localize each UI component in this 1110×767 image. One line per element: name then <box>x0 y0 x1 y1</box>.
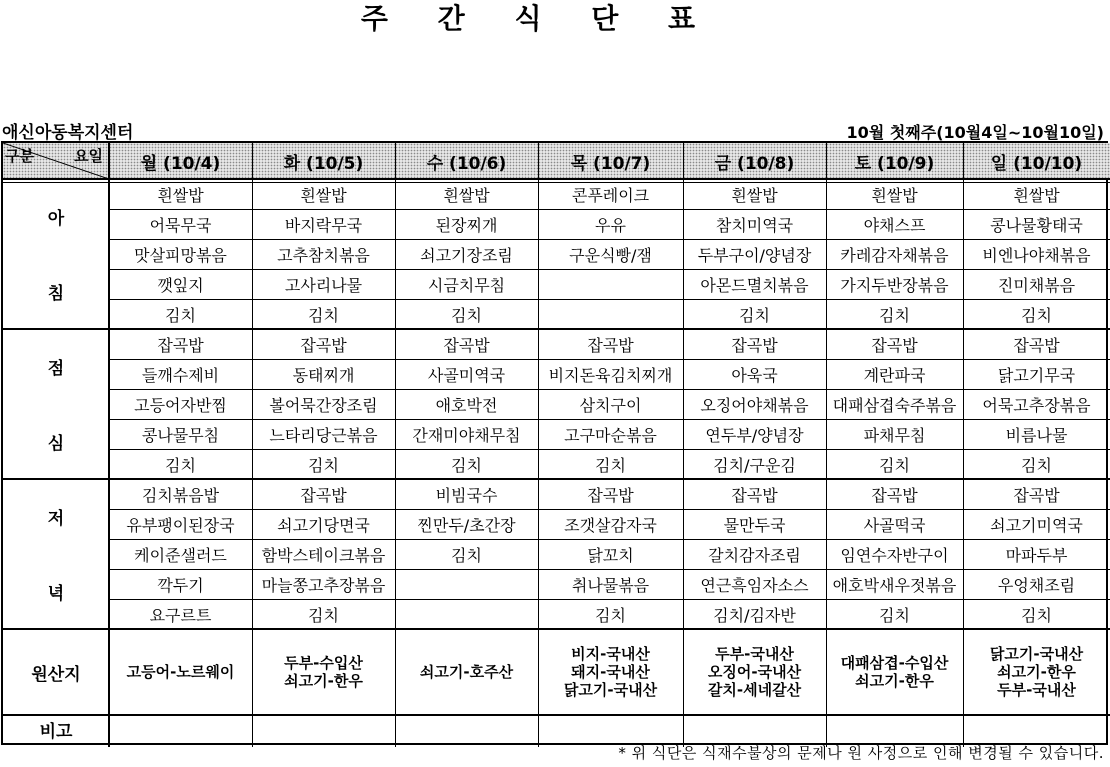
menu-item: 잡곡밥 <box>1013 335 1060 355</box>
column-divider <box>252 143 253 747</box>
menu-item: 김치볶음밥 <box>141 485 220 505</box>
menu-item: 김치 <box>451 305 482 325</box>
menu-item: 우엉채조림 <box>997 575 1076 595</box>
row-divider <box>109 359 1110 360</box>
menu-item: 마파두부 <box>1005 545 1068 565</box>
menu-item: 김치 <box>451 545 482 565</box>
menu-item: 느타리당근볶음 <box>269 425 378 445</box>
menu-item: 케이준샐러드 <box>134 545 227 565</box>
menu-item <box>395 569 538 599</box>
menu-item: 사골떡국 <box>863 515 926 535</box>
menu-item: 비빔국수 <box>435 485 498 505</box>
row-divider <box>109 269 1110 270</box>
menu-item: 고등어자반찜 <box>134 395 227 415</box>
menu-item: 김치 <box>165 455 196 475</box>
menu-item: 흰쌀밥 <box>300 185 347 205</box>
origin-info: 두부-국내산 오징어-국내산 갈치-세네갈산 <box>707 645 802 699</box>
menu-item: 찐만두/초간장 <box>417 515 516 535</box>
menu-item: 흰쌀밥 <box>1013 185 1060 205</box>
menu-item: 김치 <box>1021 605 1052 625</box>
menu-item: 구운식빵/잼 <box>569 245 652 265</box>
day-header: 화 (10/5) <box>252 143 395 179</box>
week-range: 10월 첫째주(10월4일~10월10일) <box>846 123 1104 142</box>
menu-item: 고추참치볶음 <box>277 245 370 265</box>
menu-item: 김치 <box>739 305 770 325</box>
meal-label <box>3 329 109 479</box>
menu-item: 진미채볶음 <box>997 275 1076 295</box>
menu-item: 조갯살감자국 <box>564 515 657 535</box>
menu-item: 동태찌개 <box>292 365 355 385</box>
menu-item <box>538 299 683 329</box>
menu-item: 잡곡밥 <box>300 335 347 355</box>
menu-item: 시금치무침 <box>427 275 506 295</box>
menu-item: 잡곡밥 <box>157 335 204 355</box>
organization-name: 애신아동복지센터 <box>2 123 134 143</box>
menu-item: 사골미역국 <box>427 365 506 385</box>
remarks-cell <box>963 715 1110 743</box>
row-divider <box>109 449 1110 450</box>
menu-item: 어묵무국 <box>149 215 212 235</box>
meal-label <box>3 179 109 329</box>
corner-category-label: 구분 <box>5 147 34 165</box>
menu-item: 마늘쫑고추장볶음 <box>261 575 386 595</box>
menu-item: 콩나물황태국 <box>990 215 1083 235</box>
menu-item: 갈치감자조림 <box>708 545 801 565</box>
menu-item: 물만두국 <box>723 515 786 535</box>
menu-item: 비엔나야채볶음 <box>982 245 1091 265</box>
menu-item: 계란파국 <box>863 365 926 385</box>
menu-item <box>538 269 683 299</box>
menu-item: 김치 <box>595 455 626 475</box>
menu-item: 김치/김자반 <box>713 605 796 625</box>
row-divider <box>3 714 1110 716</box>
meal-label-bottom: 침 <box>47 284 65 304</box>
menu-item: 비름나물 <box>1005 425 1068 445</box>
menu-item: 임연수자반구이 <box>840 545 949 565</box>
menu-item: 김치 <box>308 455 339 475</box>
menu-item: 김치 <box>308 605 339 625</box>
row-divider <box>3 328 1110 330</box>
menu-item: 닭꼬치 <box>587 545 634 565</box>
menu-item: 깻잎지 <box>157 275 204 295</box>
column-divider <box>963 143 964 747</box>
row-divider <box>3 178 1110 180</box>
day-header: 목 (10/7) <box>538 143 683 179</box>
remarks-cell <box>252 715 395 743</box>
corner-day-label: 요일 <box>74 147 103 165</box>
menu-item: 흰쌀밥 <box>731 185 778 205</box>
menu-item: 참치미역국 <box>715 215 794 235</box>
meal-label-top: 아 <box>47 209 65 229</box>
menu-item: 연근흑임자소스 <box>700 575 809 595</box>
meal-label-bottom: 심 <box>47 434 65 454</box>
meal-label <box>3 479 109 629</box>
row-divider <box>109 419 1110 420</box>
remarks-cell <box>826 715 963 743</box>
menu-item: 잡곡밥 <box>731 485 778 505</box>
row-divider <box>3 478 1110 480</box>
menu-item: 흰쌀밥 <box>871 185 918 205</box>
menu-item: 바지락무국 <box>284 215 363 235</box>
menu-item: 간재미야채무침 <box>412 425 521 445</box>
menu-item: 쇠고기장조림 <box>420 245 513 265</box>
origin-info: 비지-국내산 돼지-국내산 닭고기-국내산 <box>563 645 658 699</box>
menu-item: 쇠고기미역국 <box>990 515 1083 535</box>
menu-item: 아욱국 <box>731 365 778 385</box>
menu-item: 어묵고추장볶음 <box>982 395 1091 415</box>
corner-diagonal <box>3 143 109 179</box>
menu-item: 우유 <box>595 215 626 235</box>
menu-item: 대패삼겹숙주볶음 <box>832 395 957 415</box>
menu-item: 두부구이/양념장 <box>697 245 812 265</box>
menu-item: 오징어야채볶음 <box>700 395 809 415</box>
menu-item: 맛살피망볶음 <box>134 245 227 265</box>
menu-item: 잡곡밥 <box>731 335 778 355</box>
origin-info: 닭고기-국내산 쇠고기-한우 두부-국내산 <box>989 645 1084 699</box>
menu-item: 김치 <box>879 605 910 625</box>
menu-item: 아몬드멸치볶음 <box>700 275 809 295</box>
origin-info: 고등어-노르웨이 <box>126 663 235 681</box>
menu-item: 잡곡밥 <box>443 335 490 355</box>
menu-item: 김치 <box>1021 305 1052 325</box>
meal-label-top: 저 <box>47 509 65 529</box>
page-title: 주 간 식 단 표 <box>360 2 716 35</box>
menu-item: 가지두반장볶음 <box>840 275 949 295</box>
menu-item: 잡곡밥 <box>587 335 634 355</box>
weekly-menu-table <box>1 141 1108 745</box>
row-divider <box>3 628 1110 630</box>
day-header: 일 (10/10) <box>963 143 1110 179</box>
menu-item: 잡곡밥 <box>871 335 918 355</box>
menu-item: 콘푸레이크 <box>571 185 650 205</box>
menu-item: 김치 <box>165 305 196 325</box>
column-divider <box>395 143 396 747</box>
origin-label: 원산지 <box>31 664 81 685</box>
menu-item: 콩나물무침 <box>141 425 220 445</box>
row-divider <box>109 539 1110 540</box>
menu-item: 카레감자채볶음 <box>840 245 949 265</box>
menu-item: 애호박전 <box>435 395 498 415</box>
column-divider <box>683 143 684 747</box>
row-divider <box>109 599 1110 600</box>
origin-info: 두부-수입산 쇠고기-한우 <box>284 654 363 690</box>
menu-item: 된장찌개 <box>435 215 498 235</box>
column-divider <box>538 143 539 747</box>
header-double-line <box>3 182 1110 183</box>
menu-item: 김치/구운김 <box>713 455 796 475</box>
meal-label-bottom: 녁 <box>47 584 65 604</box>
row-divider <box>109 389 1110 390</box>
origin-info: 쇠고기-호주산 <box>419 663 514 681</box>
menu-item: 김치 <box>879 305 910 325</box>
footnote: * 위 식단은 식재수불상의 문제나 원 사정으로 인해 변경될 수 있습니다. <box>618 744 1104 762</box>
menu-item: 볼어묵간장조림 <box>269 395 378 415</box>
menu-item: 잡곡밥 <box>871 485 918 505</box>
day-header: 금 (10/8) <box>683 143 826 179</box>
remarks-cell <box>683 715 826 743</box>
remarks-cell <box>109 715 252 743</box>
column-divider <box>108 143 110 747</box>
menu-item: 김치 <box>308 305 339 325</box>
menu-item: 파채무침 <box>863 425 926 445</box>
menu-item: 연두부/양념장 <box>705 425 804 445</box>
menu-item: 잡곡밥 <box>587 485 634 505</box>
menu-item: 흰쌀밥 <box>443 185 490 205</box>
menu-item: 요구르트 <box>149 605 212 625</box>
origin-info: 대패삼겹-수입산 쇠고기-한우 <box>840 654 949 690</box>
day-header: 수 (10/6) <box>395 143 538 179</box>
menu-item: 유부팽이된장국 <box>126 515 235 535</box>
column-divider <box>826 143 827 747</box>
row-divider <box>109 209 1110 210</box>
menu-item <box>395 599 538 629</box>
remarks-label: 비고 <box>39 721 73 742</box>
menu-item: 잡곡밥 <box>1013 485 1060 505</box>
menu-item: 김치 <box>879 455 910 475</box>
meal-label-top: 점 <box>47 359 65 379</box>
remarks-cell <box>395 715 538 743</box>
row-divider <box>109 239 1110 240</box>
menu-item: 닭고기무국 <box>997 365 1076 385</box>
menu-item: 고사리나물 <box>284 275 363 295</box>
menu-item: 잡곡밥 <box>300 485 347 505</box>
menu-item: 취나물볶음 <box>571 575 650 595</box>
remarks-cell <box>538 715 683 743</box>
day-header: 월 (10/4) <box>109 143 252 179</box>
menu-item: 김치 <box>1021 455 1052 475</box>
menu-item: 김치 <box>451 455 482 475</box>
row-divider <box>109 569 1110 570</box>
menu-item: 흰쌀밥 <box>157 185 204 205</box>
menu-item: 들깨수제비 <box>141 365 220 385</box>
menu-item: 야채스프 <box>863 215 926 235</box>
menu-item: 비지돈육김치찌개 <box>548 365 673 385</box>
menu-item: 김치 <box>595 605 626 625</box>
menu-item: 함박스테이크볶음 <box>261 545 386 565</box>
row-divider <box>109 509 1110 510</box>
menu-item: 깍두기 <box>157 575 204 595</box>
menu-item: 고구마순볶음 <box>564 425 657 445</box>
day-header: 토 (10/9) <box>826 143 963 179</box>
row-divider <box>109 299 1110 300</box>
corner-header <box>3 143 109 179</box>
menu-item: 애호박새우젓볶음 <box>832 575 957 595</box>
menu-item: 쇠고기당면국 <box>277 515 370 535</box>
menu-item: 삼치구이 <box>579 395 642 415</box>
